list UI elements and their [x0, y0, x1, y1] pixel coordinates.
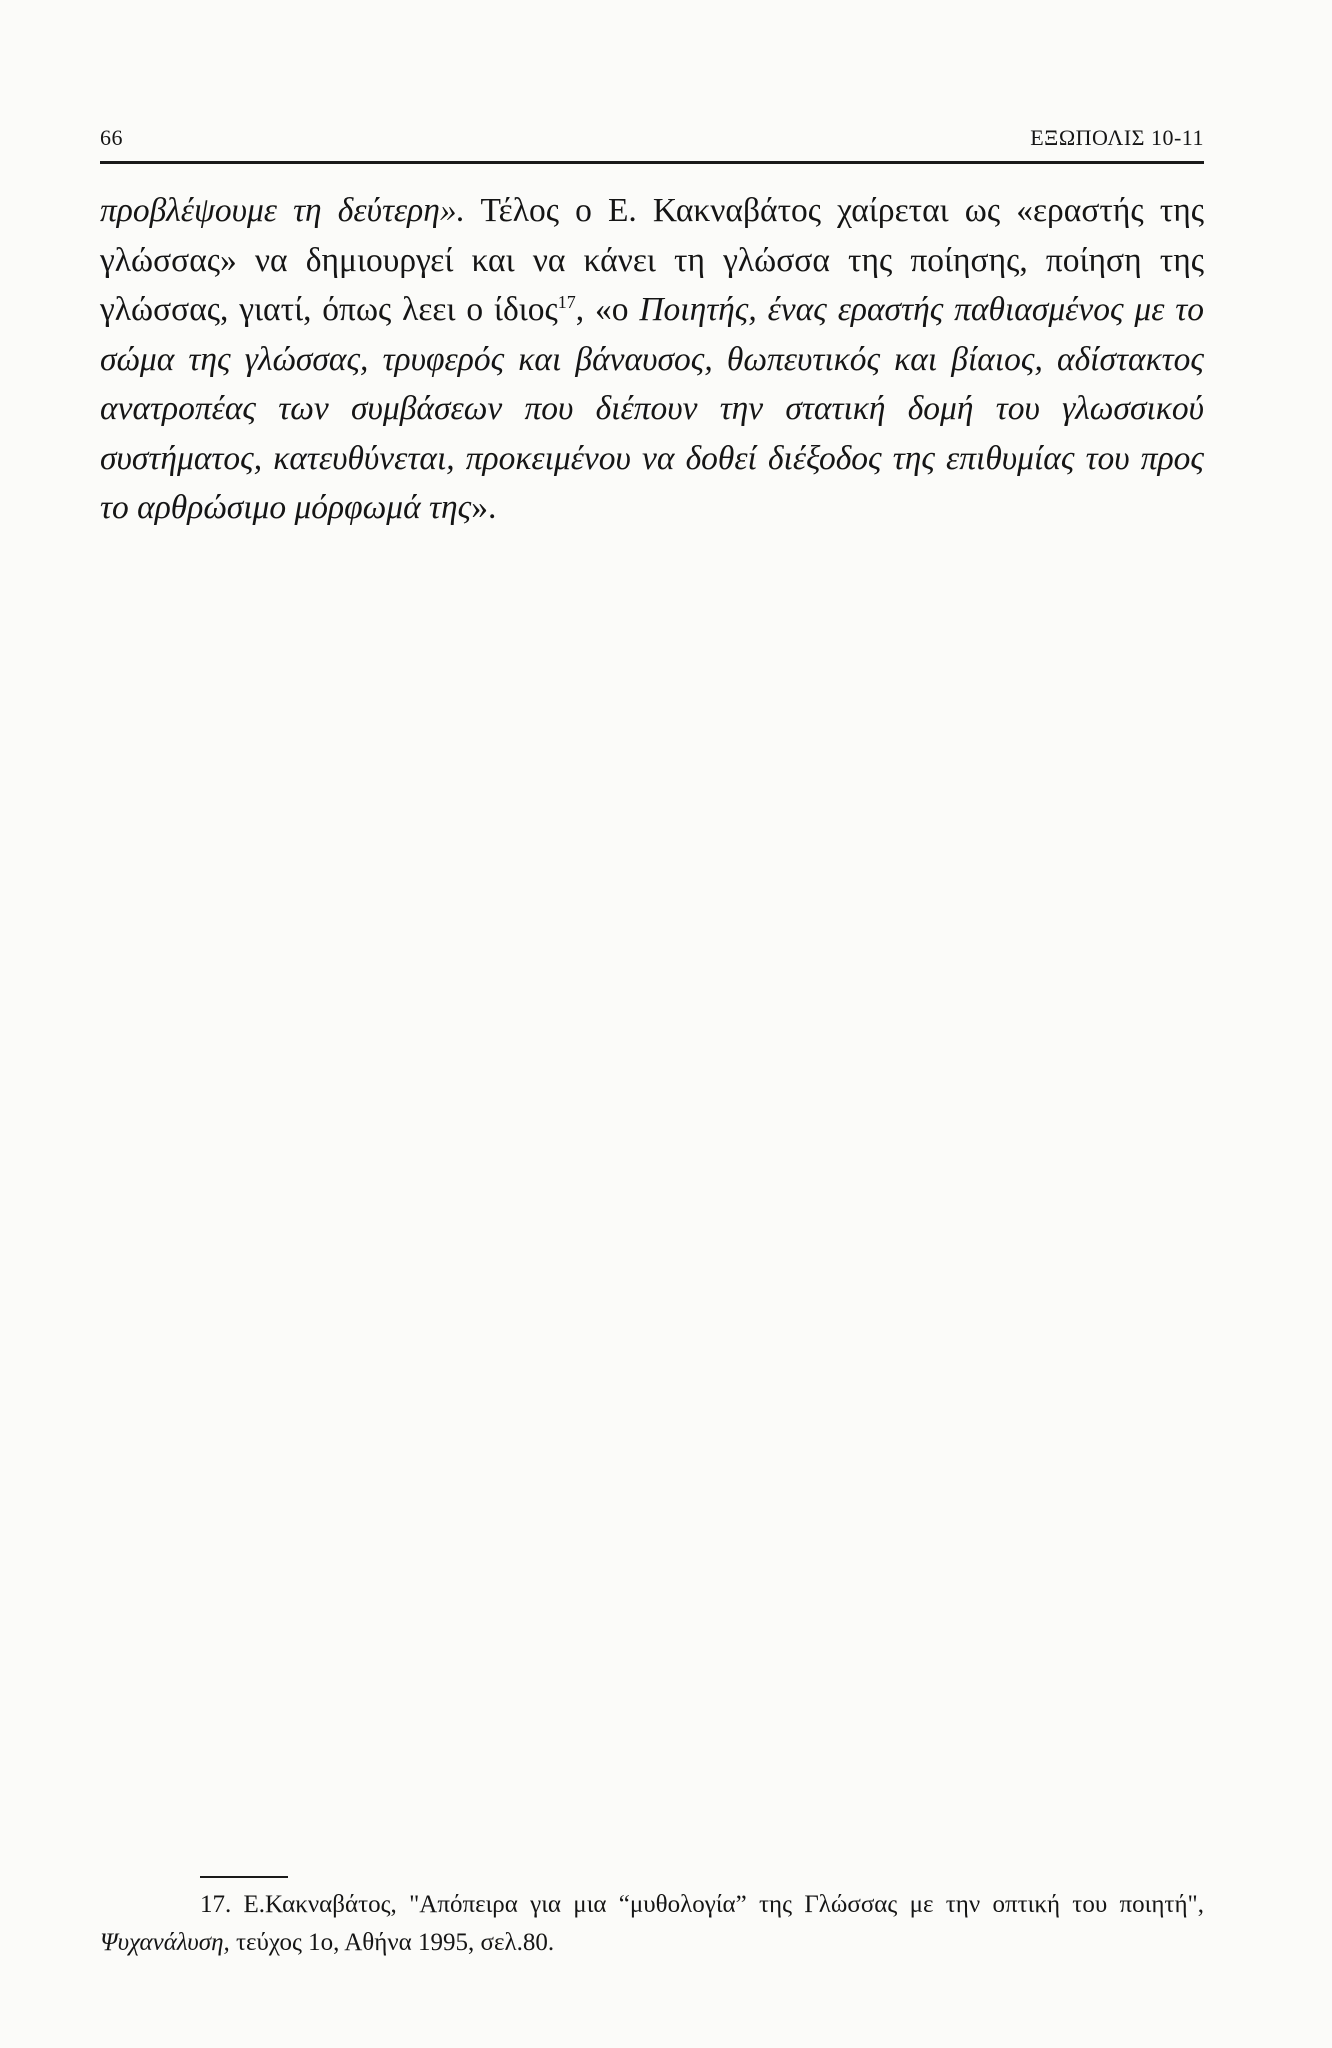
- footnote-divider: [200, 1876, 288, 1878]
- page-header: [100, 120, 1204, 164]
- body-quote-close: ».: [471, 489, 497, 526]
- footnote: [100, 1886, 1204, 1962]
- footnote-text-end: τεύχος 1ο, Αθήνα 1995, σελ.80.: [229, 1929, 555, 1956]
- body-quote-open: , «ο: [575, 291, 640, 328]
- page-number: 66: [100, 125, 123, 150]
- body-italic-quote: Ποιητής, ένας εραστής παθιασμένος με το σώμα της γλώσσας, τρυφερός και βάναυσος, θωπευτικός και βίαιος, αδίστακτος ανατροπέας των συμβάσεων που διέπουν την στατική δομή του γλωσσικού συστήματος, κατευθύνεται, προκειμένου να δοθεί διέξοδος της επιθυμίας του προς το αρθρώσιμο μόρφωμά της: [100, 291, 1205, 526]
- body-italic-opening: προβλέψουμε τη δεύτερη».: [100, 192, 465, 229]
- body-text-main: Τέλος ο Ε. Κακναβάτος χαίρεται ως «εραστής της γλώσσας» να δημιουργεί και να κάνει τη γλώσσα της ποίησης, ποίηση της γλώσσας, γιατί, όπως λεει ο ίδιος: [100, 192, 1204, 328]
- footnote-text: Ε.Κακναβάτος, "Απόπειρα για μια “μυθολογία” της Γλώσσας με την οπτική του ποιητή",: [231, 1891, 1204, 1918]
- journal-title: ΕΞΩΠΟΛΙΣ 10-11: [1030, 125, 1204, 150]
- footnote-number: 17.: [200, 1891, 232, 1918]
- footnote-journal: Ψυχανάλυση,: [100, 1929, 230, 1956]
- body-paragraph: [100, 186, 1204, 533]
- footnote-reference: 17: [557, 291, 576, 312]
